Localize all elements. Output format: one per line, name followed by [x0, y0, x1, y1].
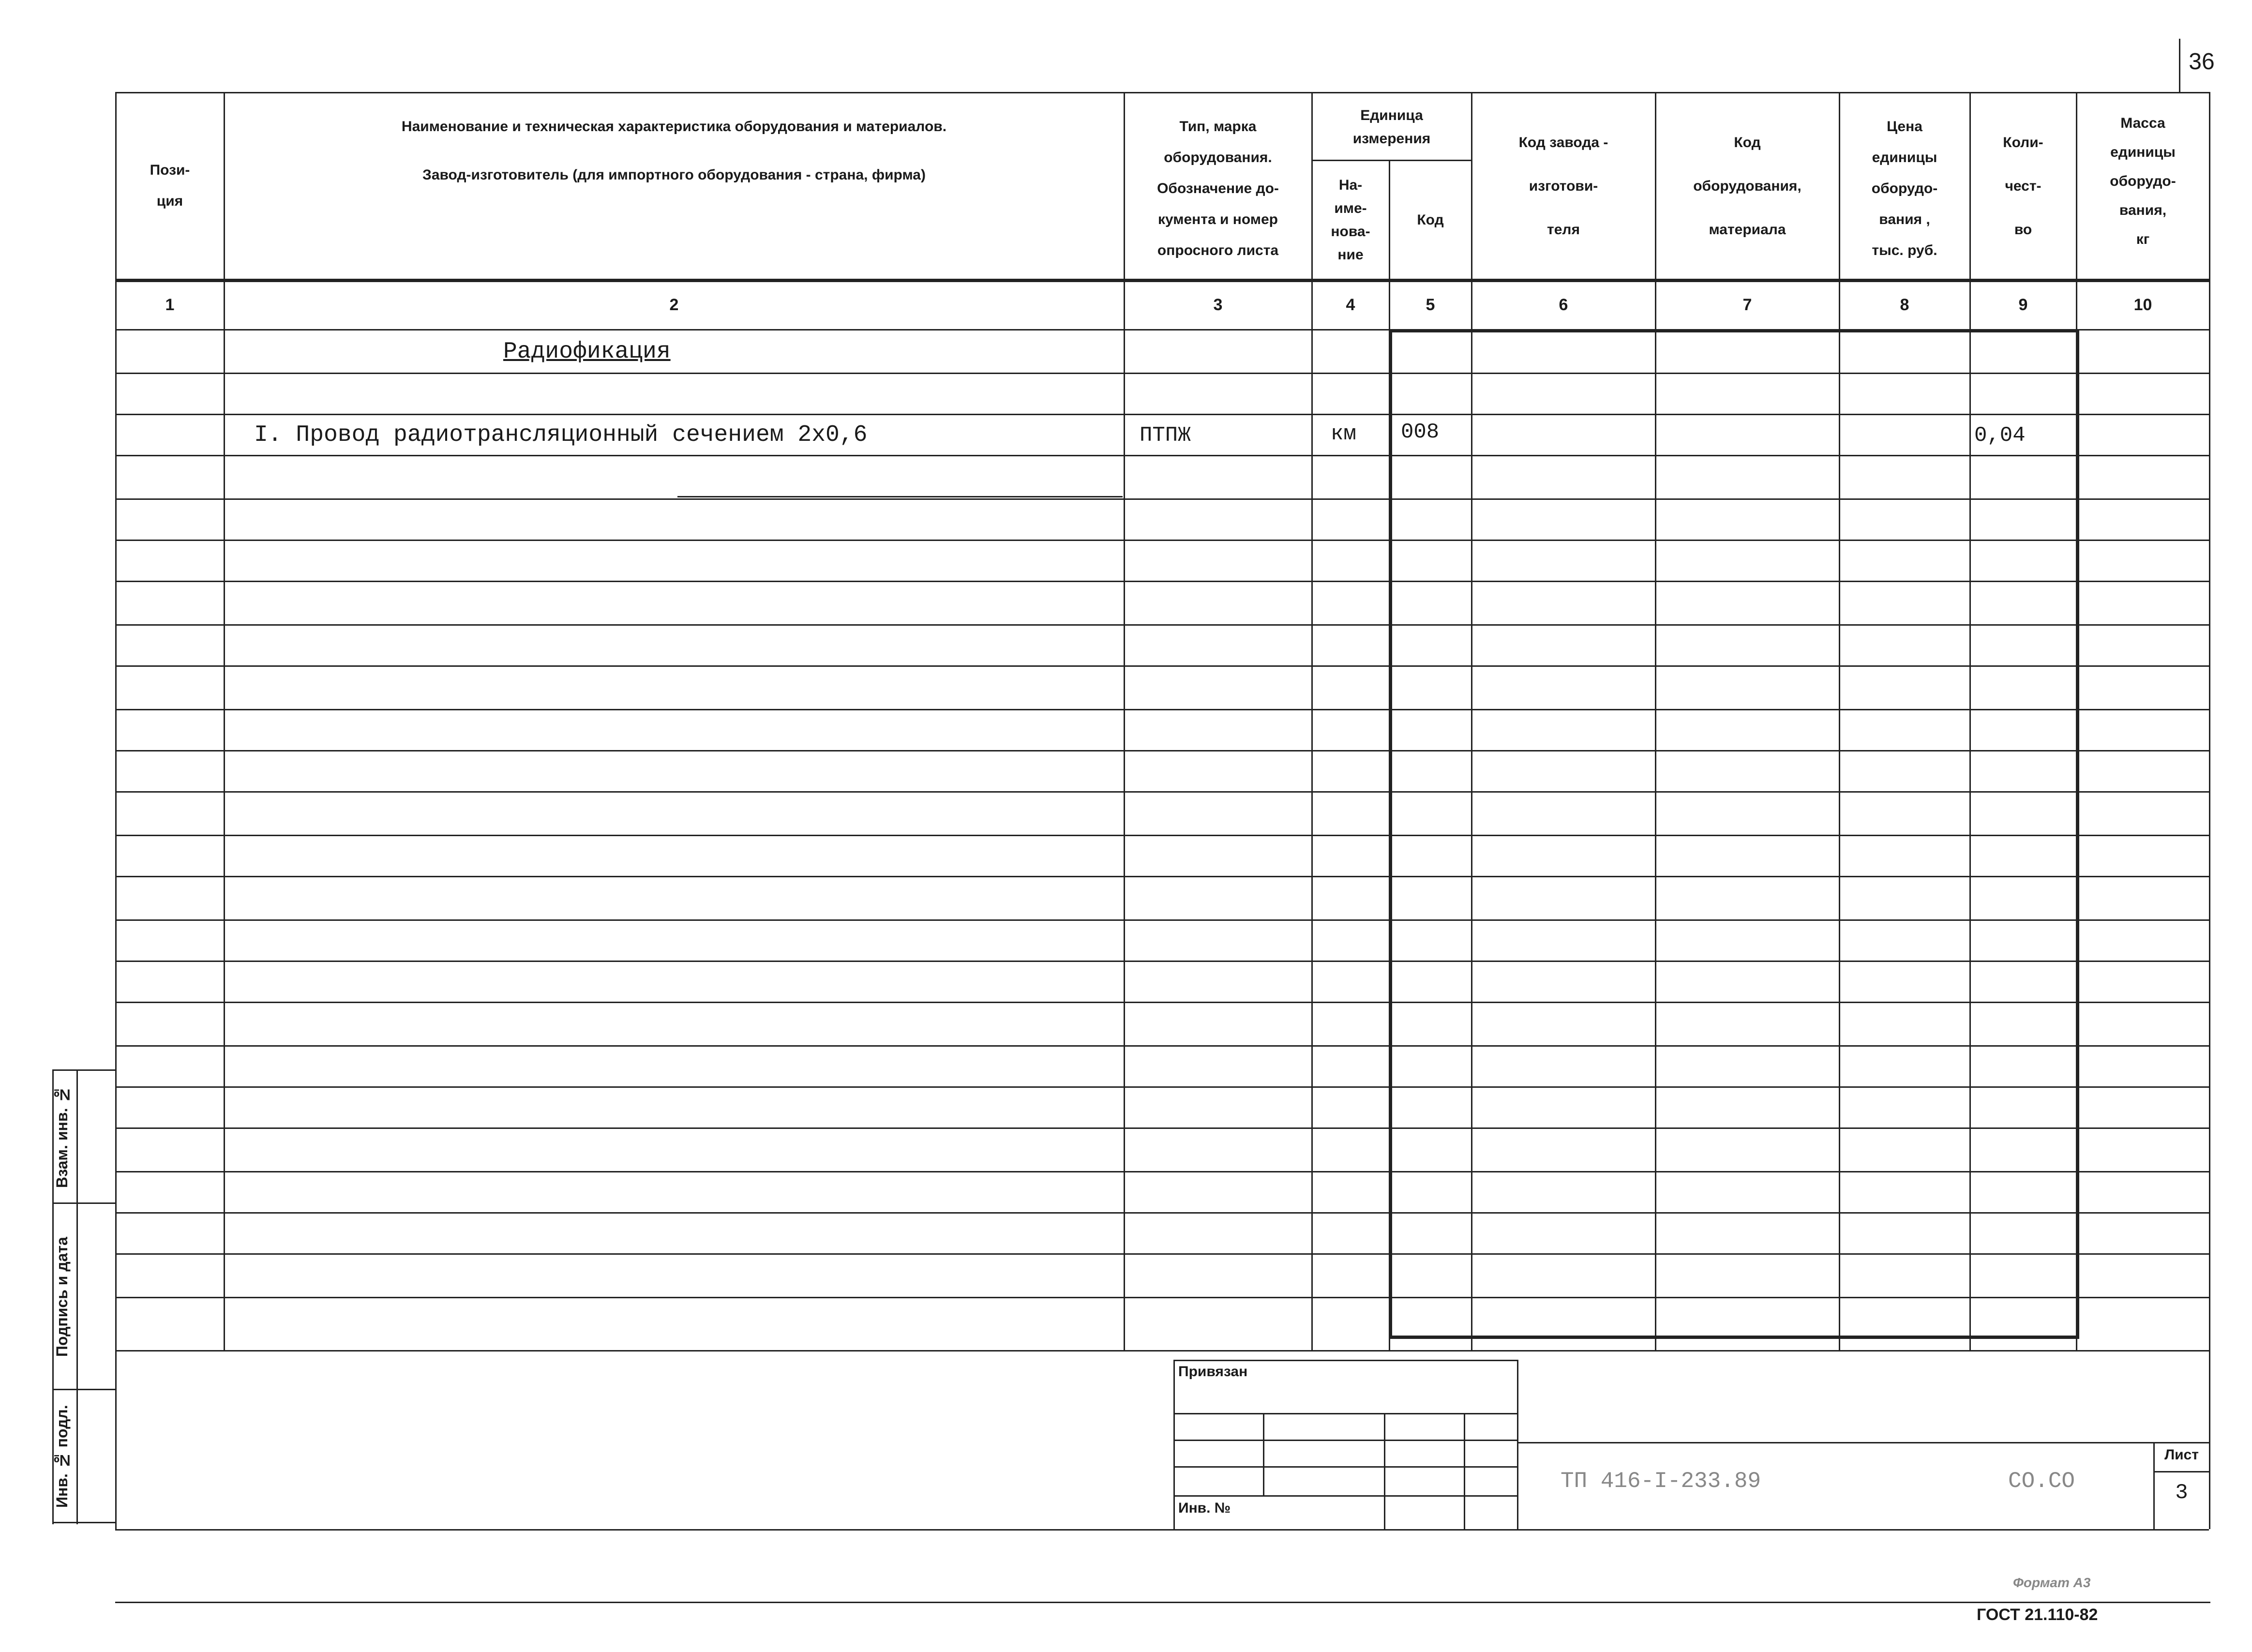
privyazan-label: Привязан [1178, 1364, 1248, 1380]
header-unit-code: Код [1417, 212, 1444, 228]
sheet-number: 3 [2175, 1481, 2188, 1505]
header-quantity: Коли- чест- во [2003, 135, 2043, 238]
column-number: 5 [1426, 296, 1435, 314]
column-number: 1 [165, 296, 175, 314]
column-number: 3 [1213, 296, 1223, 314]
side-label-vzam: Взам. инв. № [53, 1086, 71, 1188]
column-number: 6 [1559, 296, 1568, 314]
column-number: 2 [669, 296, 679, 314]
header-mass: Масса единицы оборудо- вания, кг [2110, 115, 2176, 247]
item-quantity: 0,04 [1974, 423, 2026, 448]
footer-line [115, 1602, 2210, 1603]
document-suffix: СО.СО [2008, 1469, 2075, 1494]
item-unit-code: 008 [1401, 420, 1440, 444]
inv-no-label: Инв. № [1178, 1500, 1231, 1516]
item-type: ПТПЖ [1140, 423, 1191, 448]
column-number: 4 [1346, 296, 1355, 314]
column-number: 8 [1900, 296, 1909, 314]
format-label: Формат А3 [2013, 1575, 2091, 1590]
header-factory-code: Код завода - изготови- теля [1518, 135, 1608, 238]
page-number: 36 [2189, 49, 2215, 75]
header-unit-group: Единица измерения [1352, 107, 1431, 147]
header-unit-name: На- име- нова- ние [1331, 177, 1370, 263]
section-title: Радиофикация [503, 339, 671, 365]
column-number: 7 [1742, 296, 1752, 314]
header-name: Наименование и техническая характеристика оборудования и материалов. Завод-изготовитель (для импортного оборудования - страна, фирма) [401, 119, 947, 183]
sheet-label: Лист [2164, 1447, 2199, 1463]
column-number: 9 [2018, 296, 2028, 314]
side-label-inv-podl: Инв. № подл. [53, 1405, 71, 1508]
header-price: Цена единицы оборудо- вания , тыс. руб. [1871, 119, 1938, 258]
header-position: Пози- ция [150, 162, 190, 209]
column-number: 10 [2133, 296, 2152, 314]
header-type: Тип, марка оборудования. Обозначение до- кумента и номер опросного листа [1157, 119, 1279, 258]
gost-label: ГОСТ 21.110-82 [1977, 1606, 2098, 1624]
document-code: ТП 416-I-233.89 [1561, 1469, 1761, 1494]
page-number-divider [2179, 39, 2180, 92]
item-name: I. Провод радиотрансляционный сечением 2х0,6 [254, 422, 868, 448]
item-unit-name: км [1331, 422, 1356, 446]
item-name-underline [677, 496, 1123, 497]
side-label-podpis: Подпись и дата [53, 1237, 71, 1357]
header-equipment-code: Код оборудования, материала [1693, 135, 1802, 238]
